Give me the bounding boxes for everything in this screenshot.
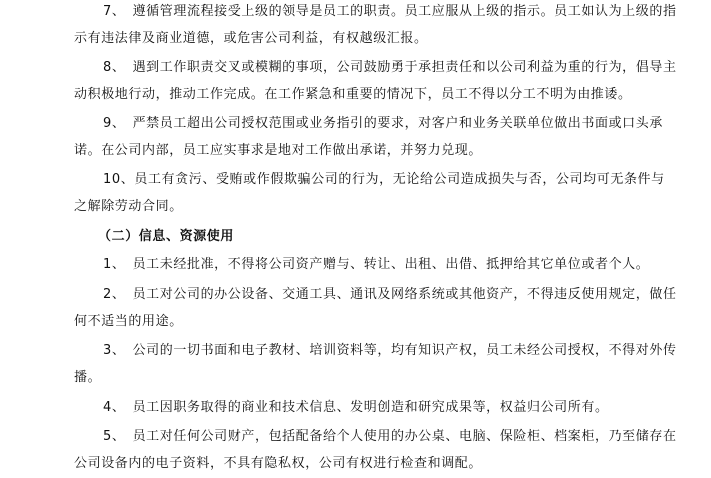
item-3-line-2: 播。 [74,370,102,385]
item-5-line-1: 5、 员工对任何公司财产，包括配备给个人使用的办公桌、电脑、保险柜、档案柜，乃至储存在 [103,429,677,444]
item-5-line-2: 公司设备内的电子资料，不具有隐私权，公司有权进行检查和调配。 [74,456,483,471]
paragraph-10-line-2: 之解除劳动合同。 [74,199,183,214]
paragraph-8-line-2: 动积极地行动，推动工作完成。在工作紧急和重要的情况下，员工不得以分工不明为由推诿。 [74,87,632,102]
item-4-line-1: 4、 员工因职务取得的商业和技术信息、发明创造和研究成果等，权益归公司所有。 [103,400,609,415]
paragraph-8-line-1: 8、 遇到工作职责交叉或模糊的事项，公司鼓励勇于承担责任和以公司利益为重的行为，倡导主 [103,60,677,75]
item-3-line-1: 3、 公司的一切书面和电子教材、培训资料等，均有知识产权，员工未经公司授权，不得对外传 [103,343,677,358]
paragraph-9-line-1: 9、 严禁员工超出公司授权范围或业务指引的要求，对客户和业务关联单位做出书面或口头承 [103,116,663,131]
item-1-line-1: 1、 员工未经批准，不得将公司资产赠与、转让、出租、出借、抵押给其它单位或者个人。 [103,257,650,272]
paragraph-7-line-1: 7、 遵循管理流程接受上级的领导是员工的职责。员工应服从上级的指示。员工如认为上级的指 [103,4,677,19]
section-heading: （二）信息、资源使用 [98,229,235,244]
item-2-line-1: 2、 员工对公司的办公设备、交通工具、通讯及网络系统或其他资产，不得违反使用规定，做任 [103,287,677,302]
paragraph-7-line-2: 示有违法律及商业道德，或危害公司利益，有权越级汇报。 [74,31,428,46]
paragraph-10-line-1: 10、员工有贪污、受贿或作假欺骗公司的行为，无论给公司造成损失与否，公司均可无条件与 [103,172,665,187]
item-2-line-2: 何不适当的用途。 [74,314,183,329]
paragraph-9-line-2: 诺。在公司内部，员工应实事求是地对工作做出承诺，并努力兑现。 [74,143,483,158]
